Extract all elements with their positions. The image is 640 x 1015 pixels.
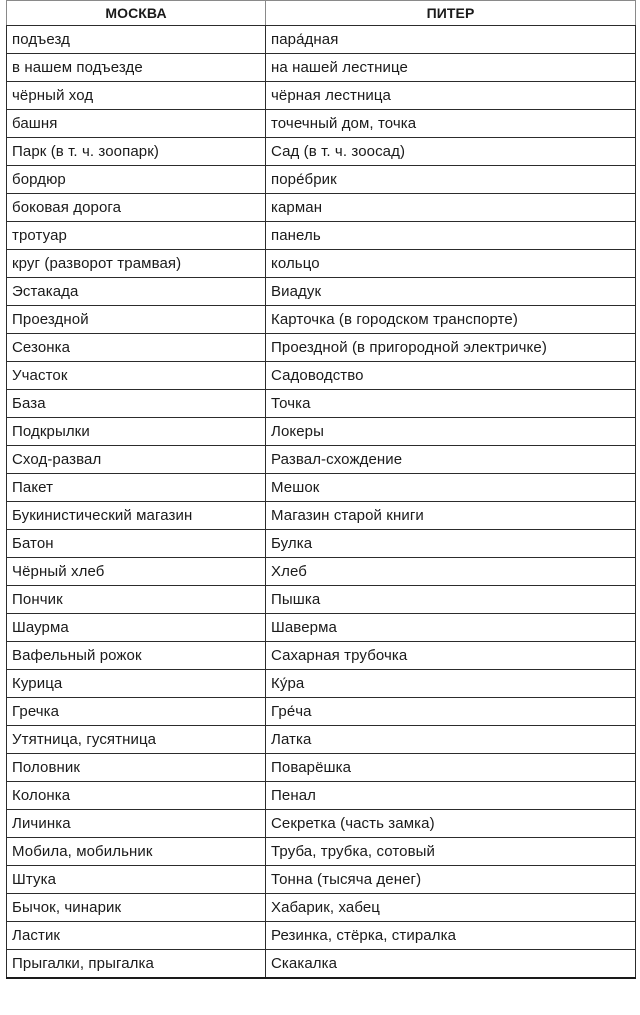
moscow-term-cell: башня bbox=[7, 110, 266, 138]
table-body bbox=[7, 26, 636, 979]
moscow-term-cell: Штука bbox=[7, 866, 266, 894]
piter-term-cell: Магазин старой книги bbox=[266, 502, 636, 530]
table-row bbox=[7, 222, 636, 250]
table-row bbox=[7, 278, 636, 306]
table-row bbox=[7, 166, 636, 194]
piter-term-cell: Латка bbox=[266, 726, 636, 754]
piter-term-cell: Скакалка bbox=[266, 950, 636, 979]
piter-term-cell: Шаверма bbox=[266, 614, 636, 642]
piter-term-cell: Гре́ча bbox=[266, 698, 636, 726]
piter-term-cell: Мешок bbox=[266, 474, 636, 502]
piter-term-cell: кольцо bbox=[266, 250, 636, 278]
table-row bbox=[7, 754, 636, 782]
table-row bbox=[7, 530, 636, 558]
moscow-term-cell: боковая дорога bbox=[7, 194, 266, 222]
table-row bbox=[7, 642, 636, 670]
table-row bbox=[7, 54, 636, 82]
piter-term-cell: пара́дная bbox=[266, 26, 636, 54]
moscow-term-cell: Парк (в т. ч. зоопарк) bbox=[7, 138, 266, 166]
piter-term-cell: Труба, трубка, сотовый bbox=[266, 838, 636, 866]
moscow-term-cell: в нашем подъезде bbox=[7, 54, 266, 82]
piter-term-cell: панель bbox=[266, 222, 636, 250]
table-row bbox=[7, 82, 636, 110]
piter-term-cell: Локеры bbox=[266, 418, 636, 446]
table-row bbox=[7, 334, 636, 362]
table-row bbox=[7, 782, 636, 810]
moscow-term-cell: бордюр bbox=[7, 166, 266, 194]
moscow-term-cell: База bbox=[7, 390, 266, 418]
moscow-term-cell: подъезд bbox=[7, 26, 266, 54]
piter-term-cell: Ку́ра bbox=[266, 670, 636, 698]
header-row bbox=[7, 1, 636, 26]
table-row bbox=[7, 446, 636, 474]
table-row bbox=[7, 306, 636, 334]
moscow-term-cell: Подкрылки bbox=[7, 418, 266, 446]
moscow-term-cell: Гречка bbox=[7, 698, 266, 726]
piter-term-cell: Тонна (тысяча денег) bbox=[266, 866, 636, 894]
moscow-term-cell: Бычок, чинарик bbox=[7, 894, 266, 922]
moscow-term-cell: круг (разворот трамвая) bbox=[7, 250, 266, 278]
dialect-comparison-table bbox=[6, 0, 636, 979]
piter-term-cell: Сад (в т. ч. зоосад) bbox=[266, 138, 636, 166]
table-header bbox=[7, 1, 636, 26]
piter-term-cell: Резинка, стёрка, стиралка bbox=[266, 922, 636, 950]
piter-term-cell: карман bbox=[266, 194, 636, 222]
piter-term-cell: Пенал bbox=[266, 782, 636, 810]
moscow-term-cell: Эстакада bbox=[7, 278, 266, 306]
piter-term-cell: Поварёшка bbox=[266, 754, 636, 782]
piter-term-cell: Садоводство bbox=[266, 362, 636, 390]
table-row bbox=[7, 502, 636, 530]
piter-term-cell: точечный дом, точка bbox=[266, 110, 636, 138]
moscow-term-cell: Проездной bbox=[7, 306, 266, 334]
moscow-term-cell: Букинистический магазин bbox=[7, 502, 266, 530]
table-row bbox=[7, 110, 636, 138]
table-row bbox=[7, 950, 636, 979]
table-row bbox=[7, 698, 636, 726]
moscow-term-cell: чёрный ход bbox=[7, 82, 266, 110]
piter-term-cell: Развал-схождение bbox=[266, 446, 636, 474]
moscow-term-cell: Курица bbox=[7, 670, 266, 698]
moscow-term-cell: тротуар bbox=[7, 222, 266, 250]
moscow-term-cell: Сход-развал bbox=[7, 446, 266, 474]
piter-term-cell: Проездной (в пригородной электричке) bbox=[266, 334, 636, 362]
table-row bbox=[7, 922, 636, 950]
header-piter: ПИТЕР bbox=[266, 1, 636, 26]
moscow-term-cell: Половник bbox=[7, 754, 266, 782]
moscow-term-cell: Ластик bbox=[7, 922, 266, 950]
table-row bbox=[7, 250, 636, 278]
moscow-term-cell: Прыгалки, прыгалка bbox=[7, 950, 266, 979]
piter-term-cell: Пышка bbox=[266, 586, 636, 614]
table-row bbox=[7, 26, 636, 54]
moscow-term-cell: Утятница, гусятница bbox=[7, 726, 266, 754]
table-row bbox=[7, 614, 636, 642]
moscow-term-cell: Пончик bbox=[7, 586, 266, 614]
table-row bbox=[7, 586, 636, 614]
piter-term-cell: Секретка (часть замка) bbox=[266, 810, 636, 838]
table-row bbox=[7, 670, 636, 698]
piter-term-cell: Хабарик, хабец bbox=[266, 894, 636, 922]
moscow-term-cell: Участок bbox=[7, 362, 266, 390]
table-row bbox=[7, 138, 636, 166]
moscow-term-cell: Пакет bbox=[7, 474, 266, 502]
piter-term-cell: на нашей лестнице bbox=[266, 54, 636, 82]
piter-term-cell: поре́брик bbox=[266, 166, 636, 194]
table-row bbox=[7, 418, 636, 446]
table-row bbox=[7, 726, 636, 754]
piter-term-cell: Точка bbox=[266, 390, 636, 418]
piter-term-cell: чёрная лестница bbox=[266, 82, 636, 110]
moscow-term-cell: Мобила, мобильник bbox=[7, 838, 266, 866]
piter-term-cell: Сахарная трубочка bbox=[266, 642, 636, 670]
moscow-term-cell: Чёрный хлеб bbox=[7, 558, 266, 586]
table-row bbox=[7, 810, 636, 838]
piter-term-cell: Виадук bbox=[266, 278, 636, 306]
moscow-term-cell: Вафельный рожок bbox=[7, 642, 266, 670]
table-row bbox=[7, 474, 636, 502]
moscow-term-cell: Батон bbox=[7, 530, 266, 558]
table-row bbox=[7, 362, 636, 390]
header-moscow: МОСКВА bbox=[7, 1, 266, 26]
table-row bbox=[7, 838, 636, 866]
moscow-term-cell: Личинка bbox=[7, 810, 266, 838]
piter-term-cell: Булка bbox=[266, 530, 636, 558]
moscow-term-cell: Шаурма bbox=[7, 614, 266, 642]
table-row bbox=[7, 866, 636, 894]
table-row bbox=[7, 390, 636, 418]
piter-term-cell: Карточка (в городском транспорте) bbox=[266, 306, 636, 334]
table-row bbox=[7, 194, 636, 222]
moscow-term-cell: Колонка bbox=[7, 782, 266, 810]
table-row bbox=[7, 558, 636, 586]
moscow-term-cell: Сезонка bbox=[7, 334, 266, 362]
piter-term-cell: Хлеб bbox=[266, 558, 636, 586]
table-row bbox=[7, 894, 636, 922]
